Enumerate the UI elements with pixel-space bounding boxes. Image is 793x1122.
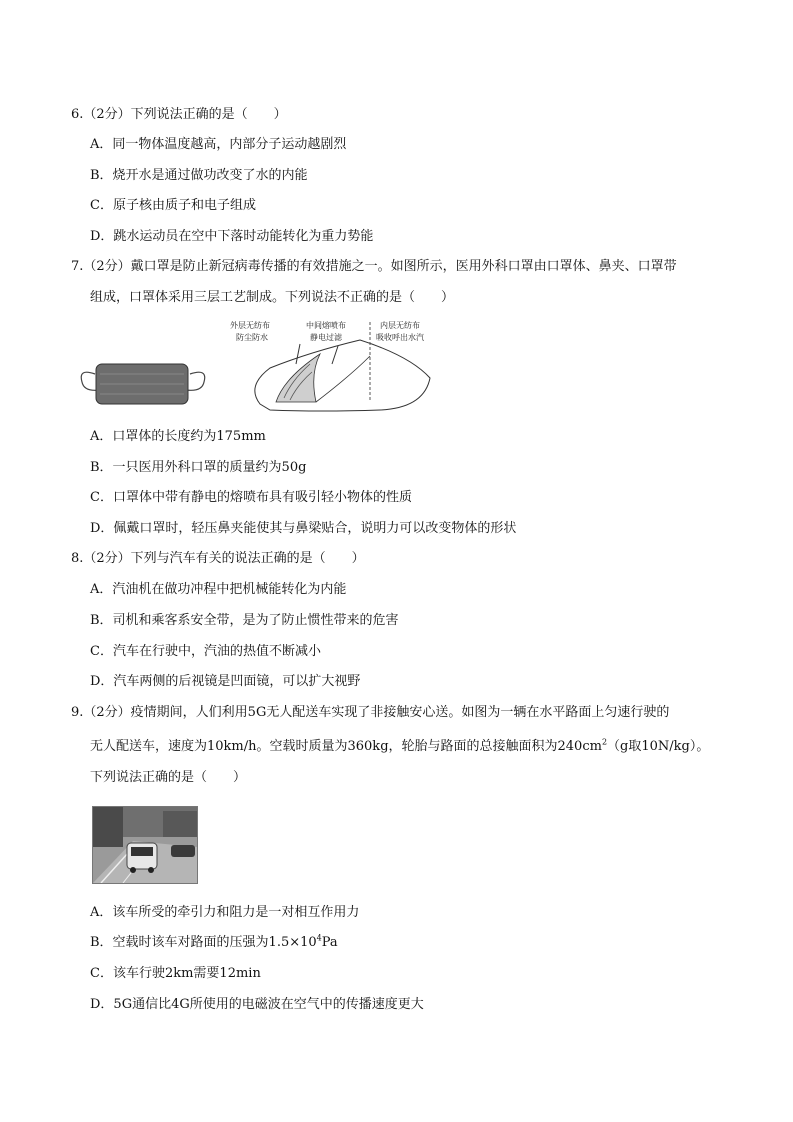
question-9-option-a: A．该车所受的牵引力和阻力是一对相互作用力 [90,905,360,920]
question-6-stem: 6.（2分）下列说法正确的是（ ） [71,107,287,122]
question-9-stem: 9.（2分）疫情期间，人们利用5G无人配送车实现了非接触安心送。如图为一辆在水平路面上匀速行驶的 [71,705,670,720]
question-8-option-d: D．汽车两侧的后视镜是凹面镜，可以扩大视野 [90,674,361,689]
question-6-option-a: A．同一物体温度越高，内部分子运动越剧烈 [90,137,347,152]
question-9-option-d: D．5G通信比4G所使用的电磁波在空气中的传播速度更大 [90,997,424,1012]
question-8-stem: 8.（2分）下列与汽车有关的说法正确的是（ ） [71,551,365,566]
label-inner-layer-function: 吸收呼出水汽 [376,333,424,342]
question-7-option-b: B．一只医用外科口罩的质量约为50g [90,460,307,475]
question-7-stem: 7.（2分）戴口罩是防止新冠病毒传播的有效措施之一。如图所示，医用外科口罩由口罩体、鼻夹、口罩带 [71,259,677,274]
question-6-option-b: B．烧开水是通过做功改变了水的内能 [90,168,308,183]
question-8-option-a: A．汽油机在做功冲程中把机械能转化为内能 [90,582,347,597]
question-7-option-a: A．口罩体的长度约为175mm [90,429,266,444]
question-7-stem-continued: 组成，口罩体采用三层工艺制成。下列说法不正确的是（ ） [90,290,455,305]
question-9-option-b: B．空载时该车对路面的压强为$1.5\times 10^4Pa$ [90,933,338,950]
question-6-option-d: D．跳水运动员在空中下落时动能转化为重力势能 [90,229,374,244]
question-9-option-c: C．该车行驶2km需要12min [90,966,261,981]
label-outer-layer: 外层无纺布 [230,321,270,330]
label-middle-layer-function: 静电过滤 [310,333,342,342]
question-9-stem-question: 下列说法正确的是（ ） [90,770,247,785]
question-9-stem-continued: 无人配送车，速度为10km/h。空载时质量为360kg，轮胎与路面的总接触面积为$240cm^2(g$取10N/kg）。 [90,737,710,754]
delivery-vehicle-photo [92,806,198,884]
question-7-option-d: D．佩戴口罩时，轻压鼻夹能使其与鼻梁贴合，说明力可以改变物体的形状 [90,521,517,536]
question-8-option-b: B．司机和乘客系安全带，是为了防止惯性带来的危害 [90,613,399,628]
question-6-option-c: C．原子核由质子和电子组成 [90,198,256,213]
mask-figure [70,316,450,416]
question-8-option-c: C．汽车在行驶中，汽油的热值不断减小 [90,644,321,659]
label-middle-layer: 中间熔喷布 [306,321,346,330]
label-inner-layer: 内层无纺布 [380,321,420,330]
mask-illustration [70,316,450,416]
label-outer-layer-function: 防尘防水 [236,333,268,342]
question-7-option-c: C．口罩体中带有静电的熔喷布具有吸引轻小物体的性质 [90,490,412,505]
